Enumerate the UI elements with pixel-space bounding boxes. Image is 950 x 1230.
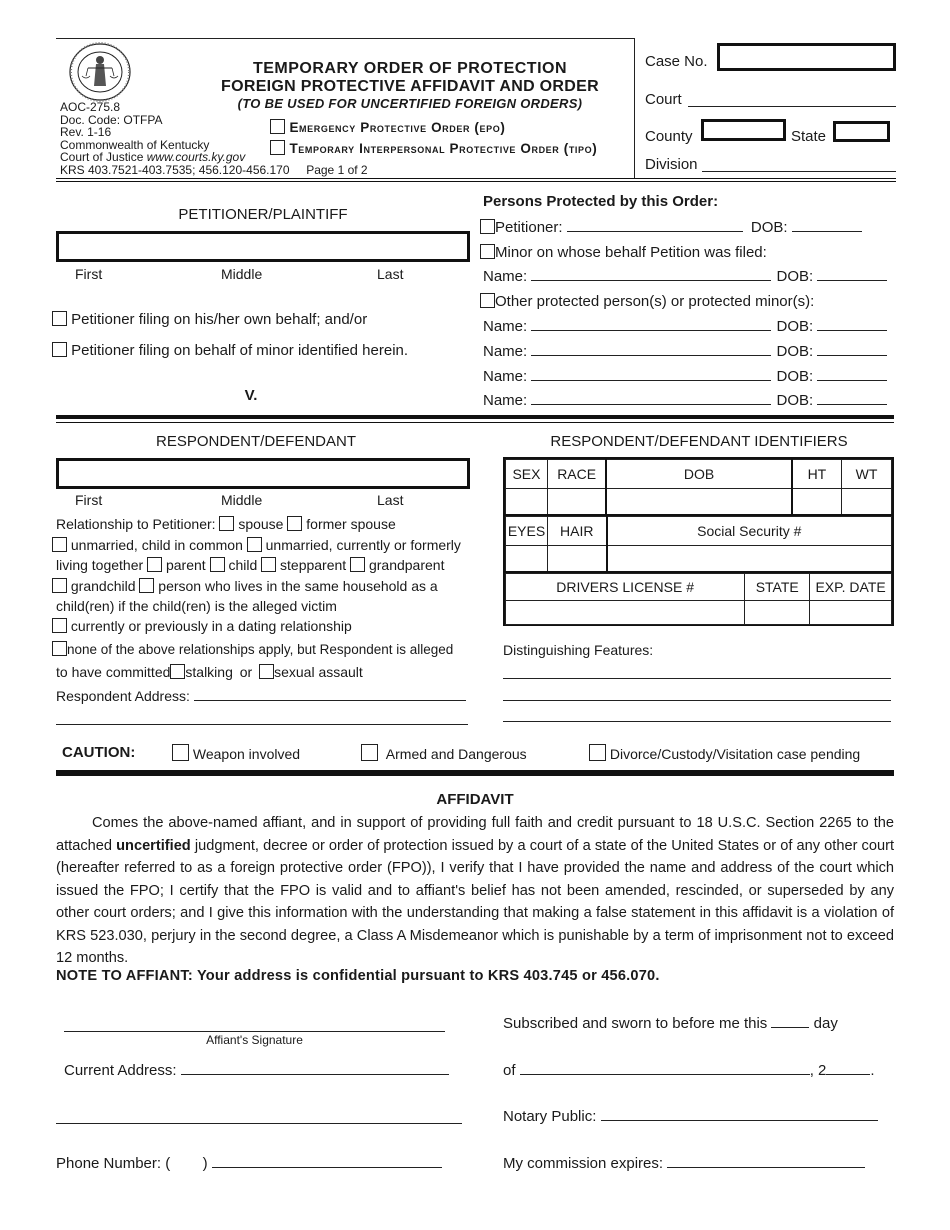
phone-label: Phone Number: ( <box>56 1155 171 1172</box>
identifiers-row-3 <box>505 573 892 624</box>
race-header: RACE <box>547 460 606 489</box>
wt-header: WT <box>842 460 892 489</box>
dob-label: DOB: <box>776 368 814 385</box>
petitioner-middle-label: Middle <box>221 266 263 282</box>
header-bottom-rule <box>56 178 896 179</box>
weapon-checkbox[interactable] <box>172 744 189 761</box>
protected-minor-row <box>480 244 767 261</box>
protected-minor-checkbox[interactable] <box>480 244 495 259</box>
website-link[interactable]: www.courts.ky.gov <box>146 150 246 164</box>
relationship-label: Relationship to Petitioner: <box>56 516 216 532</box>
of-row <box>503 1062 891 1079</box>
weapon-label: Weapon involved <box>192 746 301 762</box>
title-block <box>200 60 620 111</box>
living-together-label: living together <box>56 557 144 573</box>
dob-label: DOB: <box>776 343 814 360</box>
relationship-row-1 <box>56 516 396 532</box>
dl-state-header: STATE <box>745 574 810 601</box>
header-bottom-rule-2 <box>56 181 896 182</box>
protected-dob-field-1[interactable] <box>817 280 887 281</box>
none-above-checkbox[interactable] <box>52 641 67 656</box>
protected-other-label: Other protected person(s) or protected minor(s): <box>495 293 815 310</box>
header-vertical-rule <box>634 38 635 178</box>
current-address-field-2[interactable] <box>56 1123 462 1124</box>
year-field[interactable] <box>826 1074 870 1075</box>
stalking-label: stalking <box>185 664 233 680</box>
protected-name-field-4[interactable] <box>531 380 771 381</box>
stalking-checkbox[interactable] <box>170 664 185 679</box>
unmarried-current-checkbox[interactable] <box>247 537 262 552</box>
household-label: person who lives in the same household as a <box>158 578 438 594</box>
state-field[interactable] <box>833 121 890 142</box>
sexual-assault-checkbox[interactable] <box>259 664 274 679</box>
armed-label: Armed and Dangerous <box>385 746 527 762</box>
sex-header: SEX <box>506 460 548 489</box>
parent-checkbox[interactable] <box>147 557 162 572</box>
section-divider <box>56 415 894 419</box>
division-field[interactable] <box>702 171 896 172</box>
dob-label: DOB: <box>776 318 814 335</box>
identifiers-heading: RESPONDENT/DEFENDANT IDENTIFIERS <box>550 433 848 450</box>
hair-header: HAIR <box>548 517 607 546</box>
subscribed-row <box>503 1015 891 1032</box>
protected-name-field-2[interactable] <box>531 330 771 331</box>
unmarried-child-label: unmarried, child in common <box>70 537 243 553</box>
protected-name-row-1 <box>483 268 898 285</box>
section-divider-thin <box>56 422 894 423</box>
court-field[interactable] <box>688 106 896 107</box>
unmarried-current-label: unmarried, currently or formerly <box>265 537 461 553</box>
dating-checkbox[interactable] <box>52 618 67 633</box>
court-of-justice: Court of Justice <box>60 150 144 164</box>
title-1: TEMPORARY ORDER OF PROTECTION <box>252 60 568 77</box>
notary-row <box>503 1108 891 1125</box>
spouse-label: spouse <box>238 516 284 532</box>
protected-name-row-2 <box>483 318 898 335</box>
name-label: Name: <box>483 268 528 285</box>
petitioner-first-label: First <box>75 266 103 282</box>
grandchild-label: grandchild <box>70 578 136 594</box>
form-info <box>60 101 368 176</box>
protected-dob-field-3[interactable] <box>817 355 887 356</box>
former-spouse-checkbox[interactable] <box>287 516 302 531</box>
dl-header: DRIVERS LICENSE # <box>506 574 745 601</box>
household-checkbox[interactable] <box>139 578 154 593</box>
dob-label: DOB: <box>776 268 814 285</box>
ssn-header: Social Security # <box>607 517 892 546</box>
protected-minor-label: Minor on whose behalf Petition was filed: <box>495 244 767 261</box>
protected-name-field-3[interactable] <box>531 355 771 356</box>
petitioner-last-label: Last <box>377 266 404 282</box>
court-seal-icon <box>68 42 132 102</box>
dob-field[interactable] <box>606 489 791 517</box>
current-address-row <box>64 1062 449 1079</box>
affidavit-note: NOTE TO AFFIANT: Your address is confidential pursuant to KRS 403.745 or 456.070. <box>56 968 660 984</box>
tipo-option[interactable] <box>270 140 597 158</box>
title-2: FOREIGN PROTECTIVE AFFIDAVIT AND ORDER <box>221 78 599 95</box>
affidavit-bold: uncertified <box>116 837 191 854</box>
commission-field[interactable] <box>667 1167 865 1168</box>
wt-field[interactable] <box>842 489 892 517</box>
features-field-3[interactable] <box>503 721 891 722</box>
protected-dob-field-5[interactable] <box>817 404 887 405</box>
spouse-checkbox[interactable] <box>219 516 234 531</box>
epo-label: Emergency Protective Order (epo) <box>289 120 506 135</box>
features-field-1[interactable] <box>503 678 891 679</box>
divorce-option[interactable] <box>589 744 860 762</box>
dating-label: currently or previously in a dating relationship <box>70 618 352 634</box>
respondent-address-row <box>56 688 466 704</box>
of-label: of <box>503 1062 516 1079</box>
month-field[interactable] <box>520 1074 810 1075</box>
protected-name-row-4 <box>483 368 898 385</box>
affiant-signature-label: Affiant's Signature <box>206 1033 303 1047</box>
child-checkbox[interactable] <box>210 557 225 572</box>
ssn-field[interactable] <box>607 546 892 574</box>
protected-name-field-5[interactable] <box>531 404 771 405</box>
grandchild-checkbox[interactable] <box>52 578 67 593</box>
committed-row <box>56 664 363 680</box>
exp-header: EXP. DATE <box>810 574 892 601</box>
state-label: State <box>791 128 827 145</box>
dl-field[interactable] <box>506 601 745 625</box>
relationship-row-4 <box>52 578 438 594</box>
name-label: Name: <box>483 318 528 335</box>
or-label: or <box>239 664 253 680</box>
features-label: Distinguishing Features: <box>503 642 654 658</box>
eyes-header: EYES <box>506 517 548 546</box>
revision: Rev. 1-16 <box>60 125 112 139</box>
armed-option[interactable] <box>361 744 527 762</box>
child-label: child <box>228 557 258 573</box>
year-period: . <box>870 1062 875 1079</box>
eyes-field[interactable] <box>506 546 548 574</box>
header-top-rule <box>56 38 634 39</box>
tipo-label: Temporary Interpersonal Protective Order (tipo) <box>289 141 598 156</box>
protected-petitioner-checkbox[interactable] <box>480 219 495 234</box>
respondent-middle-label: Middle <box>221 492 263 508</box>
ht-header: HT <box>792 460 842 489</box>
name-label: Name: <box>483 343 528 360</box>
ht-field[interactable] <box>792 489 842 517</box>
affidavit-body <box>56 812 894 970</box>
relationship-row-3 <box>56 557 444 573</box>
epo-option[interactable] <box>270 119 505 137</box>
respondent-address-label: Respondent Address: <box>56 688 190 704</box>
county-field[interactable] <box>701 119 786 141</box>
own-behalf-checkbox[interactable] <box>52 311 67 326</box>
respondent-address-field[interactable] <box>194 700 466 701</box>
protected-name-row-3 <box>483 343 898 360</box>
features-field-2[interactable] <box>503 700 891 701</box>
epo-checkbox[interactable] <box>270 119 285 134</box>
affiant-signature-field[interactable] <box>64 1031 445 1032</box>
minor-behalf-checkbox[interactable] <box>52 342 67 357</box>
petitioner-name-field[interactable] <box>56 231 470 262</box>
unmarried-child-checkbox[interactable] <box>52 537 67 552</box>
phone-field[interactable] <box>212 1167 442 1168</box>
own-behalf-option[interactable] <box>52 311 367 328</box>
page-number: Page 1 of 2 <box>306 162 368 177</box>
dl-state-field[interactable] <box>745 601 810 625</box>
caution-label: CAUTION: <box>62 744 136 761</box>
minor-behalf-option[interactable] <box>52 342 408 359</box>
affidavit-text-1: Comes the above-named affiant, and in support of providing full faith and credit pursuant to 18 U.S.C. Section 2265 to the attached <box>56 815 894 854</box>
protected-name-row-5 <box>483 392 898 409</box>
weapon-option[interactable] <box>172 744 300 762</box>
protected-other-checkbox[interactable] <box>480 293 495 308</box>
petitioner-heading: PETITIONER/PLAINTIFF <box>178 206 348 223</box>
protected-petitioner-row <box>480 219 895 236</box>
protected-petitioner-label: Petitioner: <box>495 219 563 236</box>
identifiers-row-1 <box>505 459 892 516</box>
subscribed-label: Subscribed and sworn to before me this <box>503 1015 768 1032</box>
protected-petitioner-dob-field[interactable] <box>792 231 862 232</box>
sex-field[interactable] <box>506 489 548 517</box>
protected-dob-field-2[interactable] <box>817 330 887 331</box>
parent-label: parent <box>165 557 206 573</box>
name-label: Name: <box>483 392 528 409</box>
affidavit-heading: AFFIDAVIT <box>436 791 514 808</box>
dob-label: DOB: <box>776 392 814 409</box>
respondent-address-field-2[interactable] <box>56 724 468 725</box>
respondent-first-label: First <box>75 492 103 508</box>
exp-field[interactable] <box>810 601 892 625</box>
commonwealth: Commonwealth of Kentucky <box>60 137 210 152</box>
relationship-row-2 <box>52 537 461 553</box>
year-prefix: , 2 <box>809 1062 827 1079</box>
commission-label: My commission expires: <box>503 1155 664 1172</box>
sexual-assault-label: sexual assault <box>274 664 363 680</box>
divorce-checkbox[interactable] <box>589 744 606 761</box>
notary-field[interactable] <box>601 1120 878 1121</box>
armed-checkbox[interactable] <box>361 744 378 761</box>
hair-field[interactable] <box>548 546 607 574</box>
court-label: Court <box>645 91 682 108</box>
dating-row <box>52 618 352 634</box>
identifiers-table <box>503 457 894 626</box>
dob-header: DOB <box>606 460 791 489</box>
grandparent-checkbox[interactable] <box>350 557 365 572</box>
caution-divider <box>56 770 894 776</box>
divorce-label: Divorce/Custody/Visitation case pending <box>609 746 861 762</box>
household-label-2: child(ren) if the child(ren) is the alleged victim <box>56 598 337 614</box>
krs-line <box>60 164 368 177</box>
current-address-field[interactable] <box>181 1074 449 1075</box>
day-label: day <box>813 1015 838 1032</box>
doc-code: Doc. Code: OTFPA <box>60 112 163 127</box>
phone-close: ) <box>202 1155 208 1172</box>
affidavit-text-2: judgment, decree or order of protection issued by a court of a state of the United States or of any other court (hereafter referred to as a foreign protective order (FPO)), I verify that I have provided the name and address of the court which issued the FPO; I certify that the FPO is valid and to affiant's belief has not been amended, rescinded, or superseded by any other court orders; and I give this information with the understanding that making a false statement in this affidavit is a violation of KRS 523.030, perjury in the second degree, a Class A Misdemeanor which is punishable by a term of imprisonment not to exceed 12 months. <box>56 837 894 966</box>
protected-other-row <box>480 293 814 310</box>
division-label: Division <box>645 156 698 173</box>
protected-petitioner-field[interactable] <box>567 231 743 232</box>
commission-row <box>503 1155 891 1172</box>
minor-behalf-label: Petitioner filing on behalf of minor identified herein. <box>71 342 409 359</box>
name-label: Name: <box>483 368 528 385</box>
protected-name-field-1[interactable] <box>531 280 771 281</box>
former-spouse-label: former spouse <box>306 516 396 532</box>
committed-label: to have committed <box>56 664 171 680</box>
versus: V. <box>244 387 258 404</box>
phone-row <box>56 1155 442 1172</box>
respondent-heading: RESPONDENT/DEFENDANT <box>155 433 357 450</box>
stepparent-checkbox[interactable] <box>261 557 276 572</box>
tipo-checkbox[interactable] <box>270 140 285 155</box>
none-above-row <box>52 641 453 657</box>
day-field[interactable] <box>771 1027 809 1028</box>
respondent-last-label: Last <box>377 492 404 508</box>
form-number: AOC-275.8 <box>60 100 121 114</box>
county-label: County <box>645 128 693 145</box>
current-address-label: Current Address: <box>64 1062 177 1079</box>
protected-heading: Persons Protected by this Order: <box>483 193 719 210</box>
respondent-name-field[interactable] <box>56 458 470 489</box>
stepparent-label: stepparent <box>280 557 347 573</box>
none-above-label: none of the above relationships apply, but Respondent is alleged <box>67 642 454 657</box>
krs: KRS 403.7521-403.7535; 456.120-456.170 <box>60 162 290 177</box>
identifiers-row-2 <box>505 516 892 573</box>
protected-dob-field-4[interactable] <box>817 380 887 381</box>
dob-label: DOB: <box>750 219 788 236</box>
case-no-label: Case No. <box>645 53 708 70</box>
grandparent-label: grandparent <box>368 557 445 573</box>
own-behalf-label: Petitioner filing on his/her own behalf; and/or <box>71 311 368 328</box>
race-field[interactable] <box>547 489 606 517</box>
notary-label: Notary Public: <box>503 1108 597 1125</box>
case-no-field[interactable] <box>717 43 896 71</box>
subtitle: (TO BE USED FOR UNCERTIFIED FOREIGN ORDERS) <box>237 96 583 111</box>
